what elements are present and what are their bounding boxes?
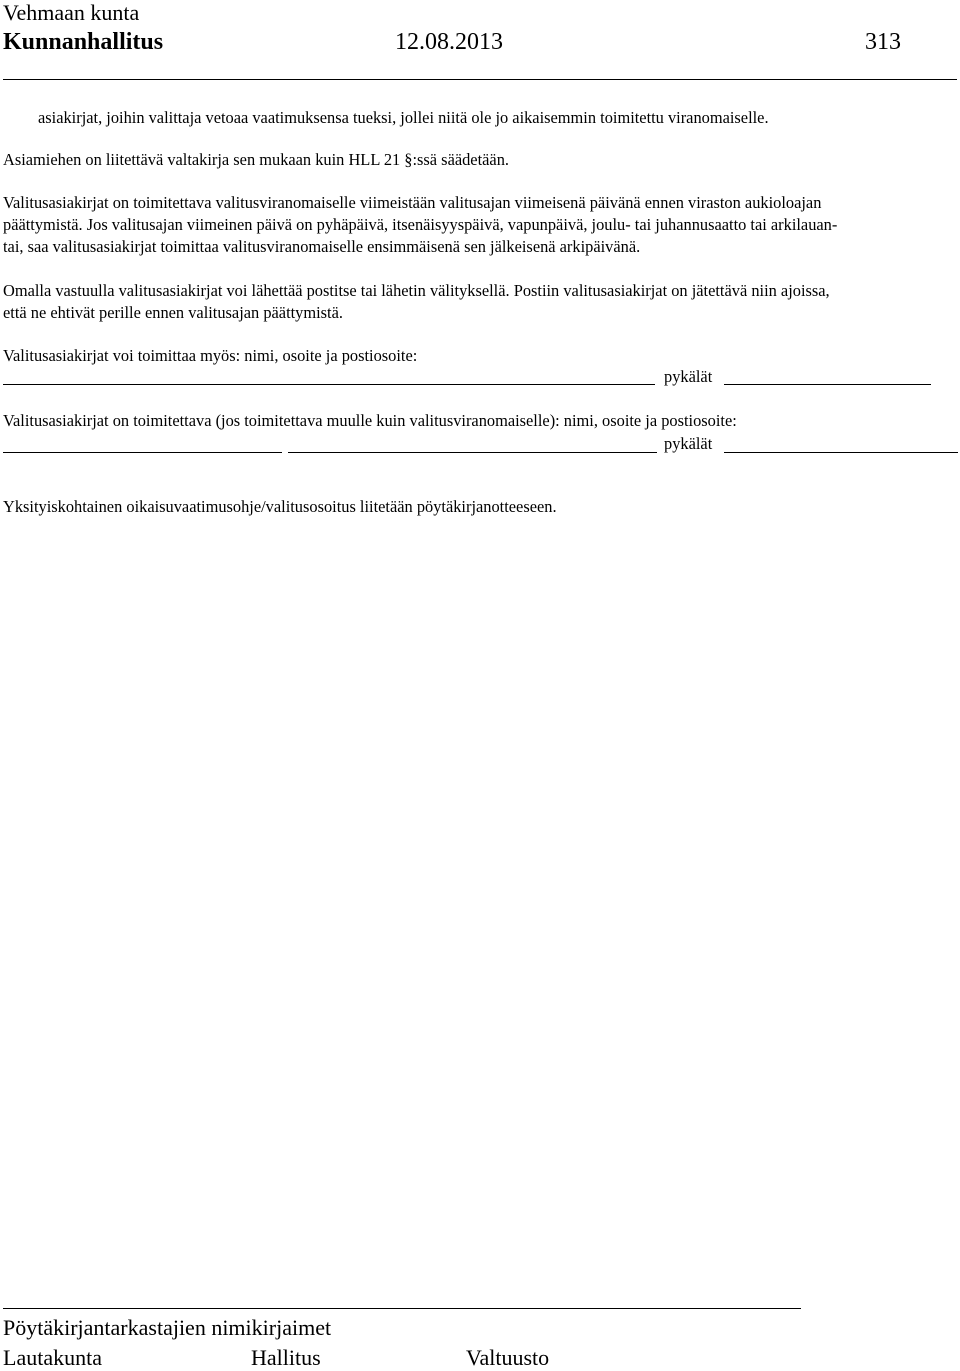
sections-label: pykälät (664, 367, 713, 386)
paragraph-deadline-line-3: tai, saa valitusasiakirjat toimittaa valitusviranomaiselle ensimmäisenä sen jälkeisenä arkipäivänä. (3, 237, 641, 256)
page-number: 313 (865, 29, 901, 55)
sections-blank-line-2 (724, 452, 958, 453)
sections-label-2: pykälät (664, 434, 713, 453)
paragraph-deadline-line-1: Valitusasiakirjat on toimitettava valitusviranomaiselle viimeistään valitusajan viimeisenä päivänä ennen viraston aukioloajan (3, 193, 822, 212)
address-blank-line-2 (288, 452, 657, 453)
paragraph-power-of-attorney: Asiamiehen on liitettävä valtakirja sen mukaan kuin HLL 21 §:ssä säädetään. (3, 150, 509, 169)
footer-divider (3, 1308, 801, 1309)
paragraph-delivery-address: Valitusasiakirjat voi toimittaa myös: nimi, osoite ja postiosoite: (3, 346, 418, 365)
paragraph-mailing-line-1: Omalla vastuulla valitusasiakirjat voi lähettää postitse tai lähetin välityksellä. Postiin valitusasiakirjat on jätettävä niin ajoissa, (3, 281, 830, 300)
footer-council: Valtuusto (466, 1345, 550, 1370)
meeting-date: 12.08.2013 (395, 29, 503, 55)
board-name: Kunnanhallitus (3, 29, 164, 55)
footer-title: Pöytäkirjantarkastajien nimikirjaimet (3, 1315, 332, 1340)
paragraph-deadline-line-2: päättymistä. Jos valitusajan viimeinen päivä on pyhäpäivä, itsenäisyyspäivä, vapunpäivä, joulu- tai juhannusaatto tai arkilauan- (3, 215, 838, 234)
header-divider (3, 79, 957, 80)
paragraph-detailed-instructions: Yksityiskohtainen oikaisuvaatimusohje/valitusosoitus liitetään pöytäkirjanotteeseen. (3, 497, 557, 516)
address-blank-line (3, 384, 655, 385)
paragraph-mailing-line-2: että ne ehtivät perille ennen valitusajan päättymistä. (3, 303, 343, 322)
footer-board: Hallitus (251, 1345, 321, 1370)
paragraph-alternate-delivery: Valitusasiakirjat on toimitettava (jos toimitettava muulle kuin valitusviranomaiselle): nimi, osoite ja postiosoite: (3, 411, 737, 430)
sections-blank-line (724, 384, 931, 385)
footer-committee: Lautakunta (3, 1345, 102, 1370)
organization-name: Vehmaan kunta (3, 0, 140, 25)
name-blank-line (3, 452, 282, 453)
paragraph-documents: asiakirjat, joihin valittaja vetoaa vaatimuksensa tueksi, jollei niitä ole jo aikaisemmin toimitettu viranomaiselle. (38, 108, 769, 127)
